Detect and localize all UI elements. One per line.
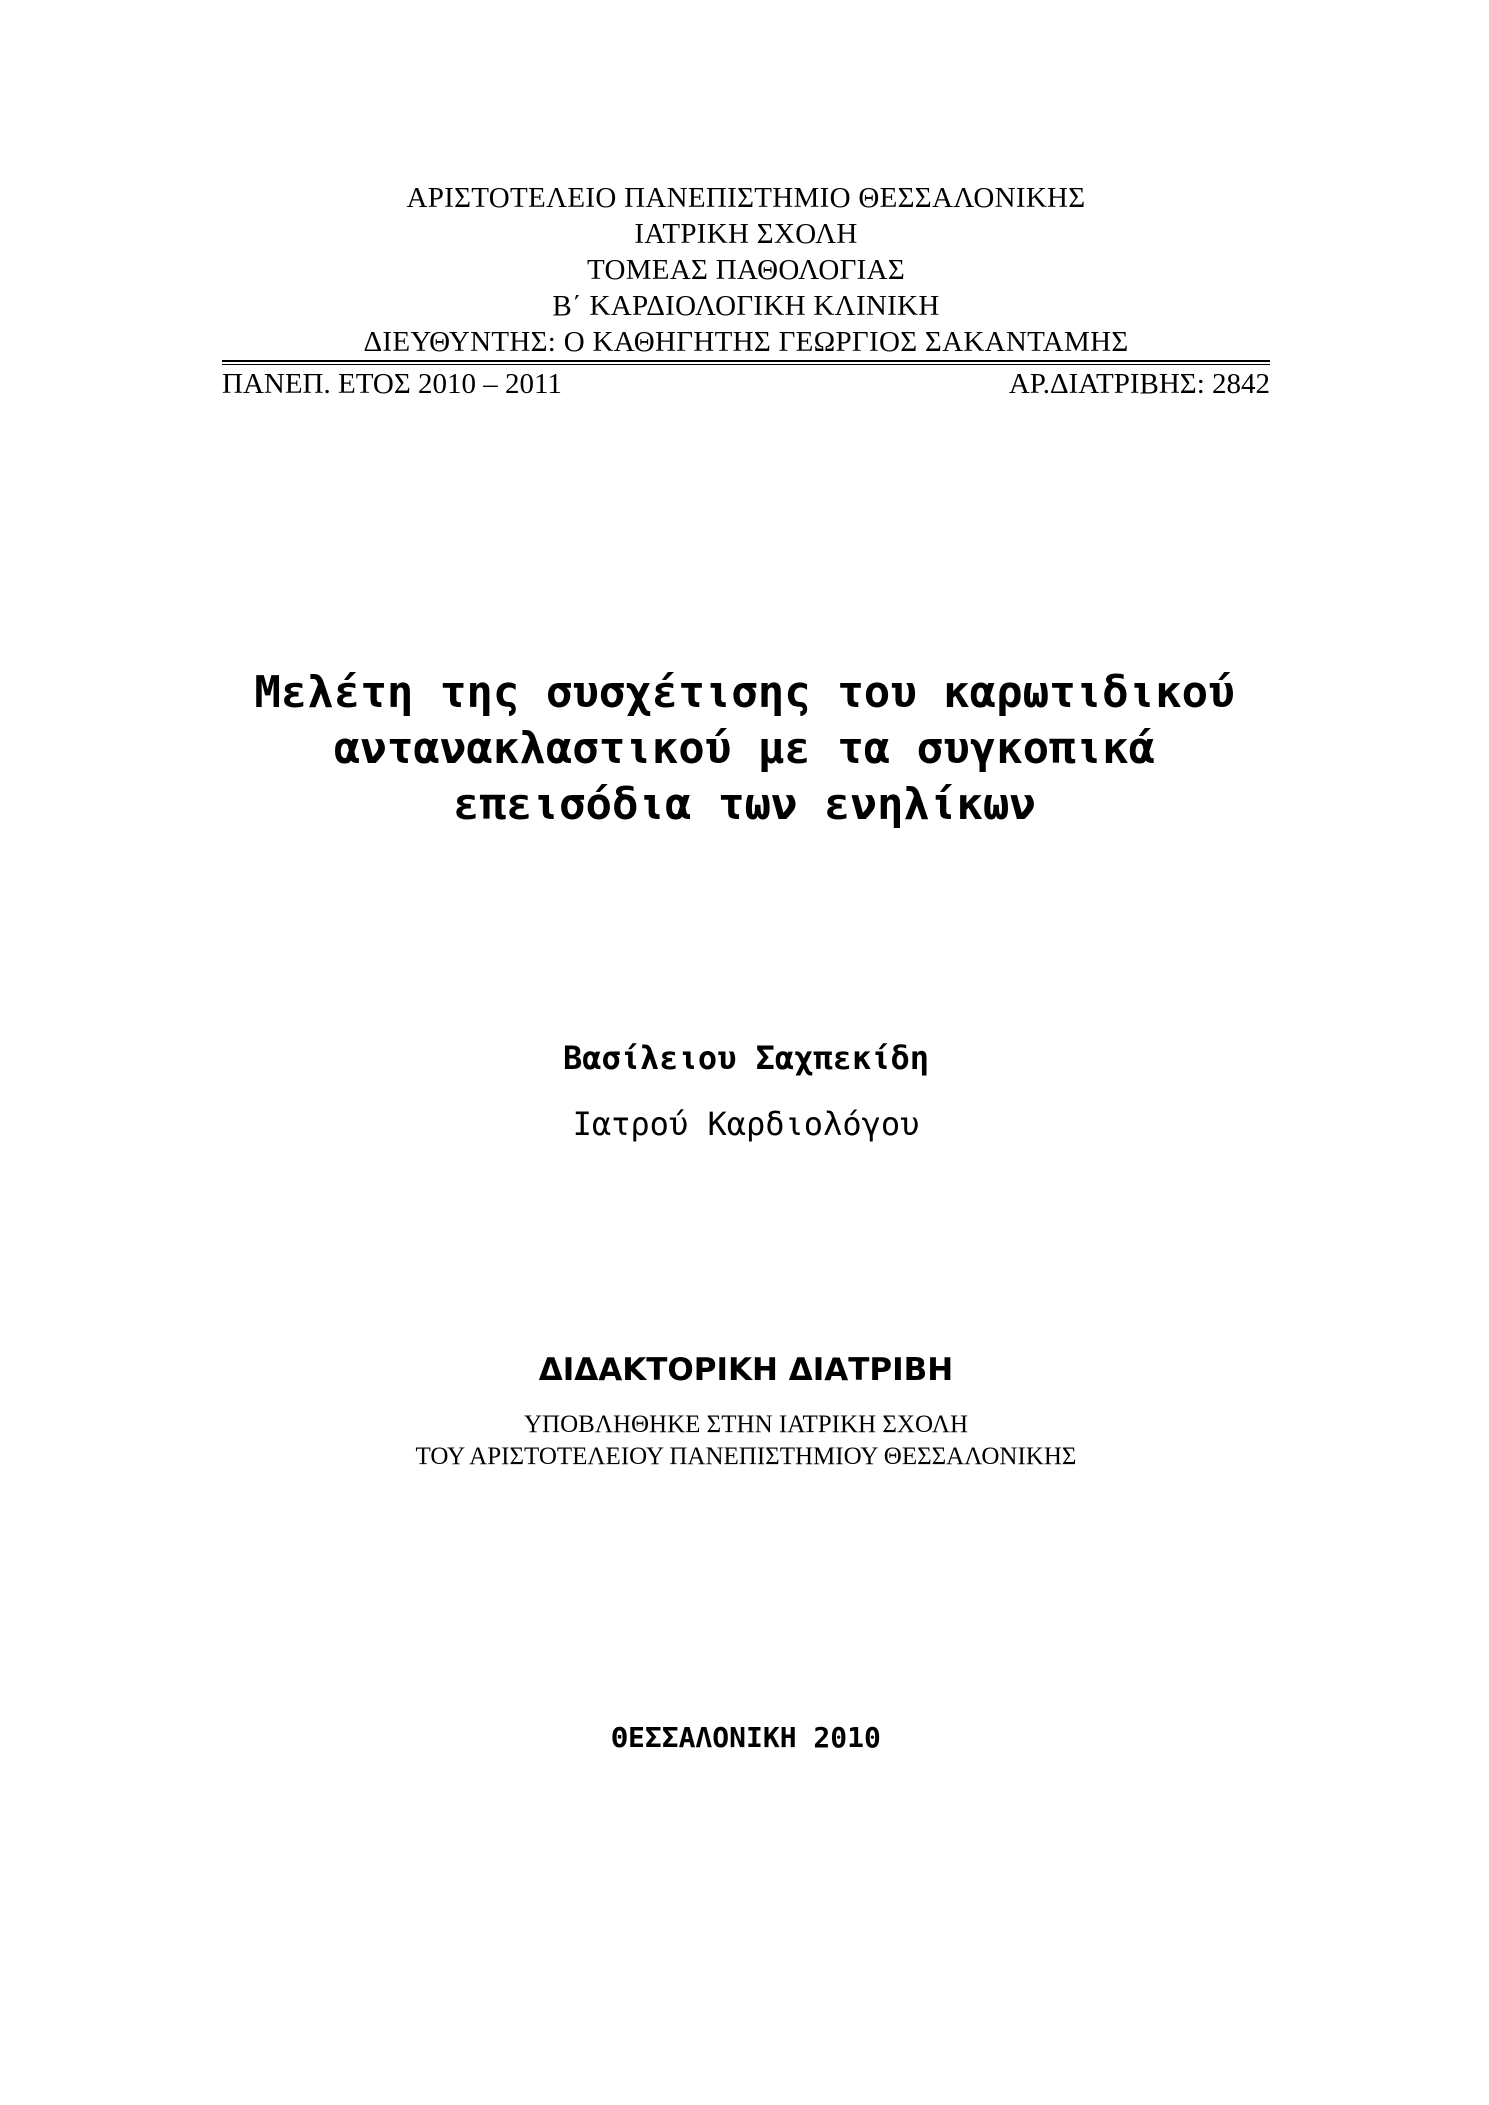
thesis-title-line: επεισόδια των ενηλίκων (453, 779, 1036, 830)
thesis-number: ΑΡ.ΔΙΑΤΡΙΒΗΣ: 2842 (1008, 368, 1270, 400)
institution-header (222, 180, 1270, 360)
degree-title: ΔΙΔΑΚΤΟΡΙΚΗ ΔΙΑΤΡΙΒΗ (538, 1352, 954, 1388)
submission-statement (222, 1409, 1270, 1473)
department-name: ΤΟΜΕΑΣ ΠΑΘΟΛΟΓΙΑΣ (586, 254, 906, 286)
header-meta-row (222, 366, 1270, 402)
submission-line: ΤΟΥ ΑΡΙΣΤΟΤΕΛΕΙΟΥ ΠΑΝΕΠΙΣΤΗΜΙΟΥ ΘΕΣΣΑΛΟΝΙΚΗΣ (415, 1443, 1077, 1470)
thesis-title-line: αντανακλαστικού με τα συγκοπικά (333, 723, 1156, 774)
director-line: ΔΙΕΥΘΥΝΤΗΣ: Ο ΚΑΘΗΓΗΤΗΣ ΓΕΩΡΓΙΟΣ ΣΑΚΑΝΤΑΜΗΣ (363, 326, 1129, 358)
author-name: Βασίλειου Σαχπεκίδη (562, 1039, 930, 1077)
thesis-title (180, 665, 1309, 833)
clinic-name: Β΄ ΚΑΡΔΙΟΛΟΓΙΚΗ ΚΛΙΝΙΚΗ (552, 290, 940, 322)
academic-year: ΠΑΝΕΠ. ΕΤΟΣ 2010 – 2011 (222, 368, 562, 400)
school-name: ΙΑΤΡΙΚΗ ΣΧΟΛΗ (634, 218, 858, 250)
author-role: Ιατρού Καρδιολόγου (572, 1105, 920, 1143)
header-divider (222, 360, 1270, 365)
thesis-title-line: Μελέτη της συσχέτισης του καρωτιδικού (254, 667, 1235, 718)
submission-line: ΥΠΟΒΛΗΘΗΚΕ ΣΤΗΝ ΙΑΤΡΙΚΗ ΣΧΟΛΗ (523, 1411, 969, 1438)
university-name: ΑΡΙΣΤΟΤΕΛΕΙΟ ΠΑΝΕΠΙΣΤΗΜΙΟ ΘΕΣΣΑΛΟΝΙΚΗΣ (406, 182, 1086, 214)
place-and-year: ΘΕΣΣΑΛΟΝΙΚΗ 2010 (611, 1721, 881, 1754)
